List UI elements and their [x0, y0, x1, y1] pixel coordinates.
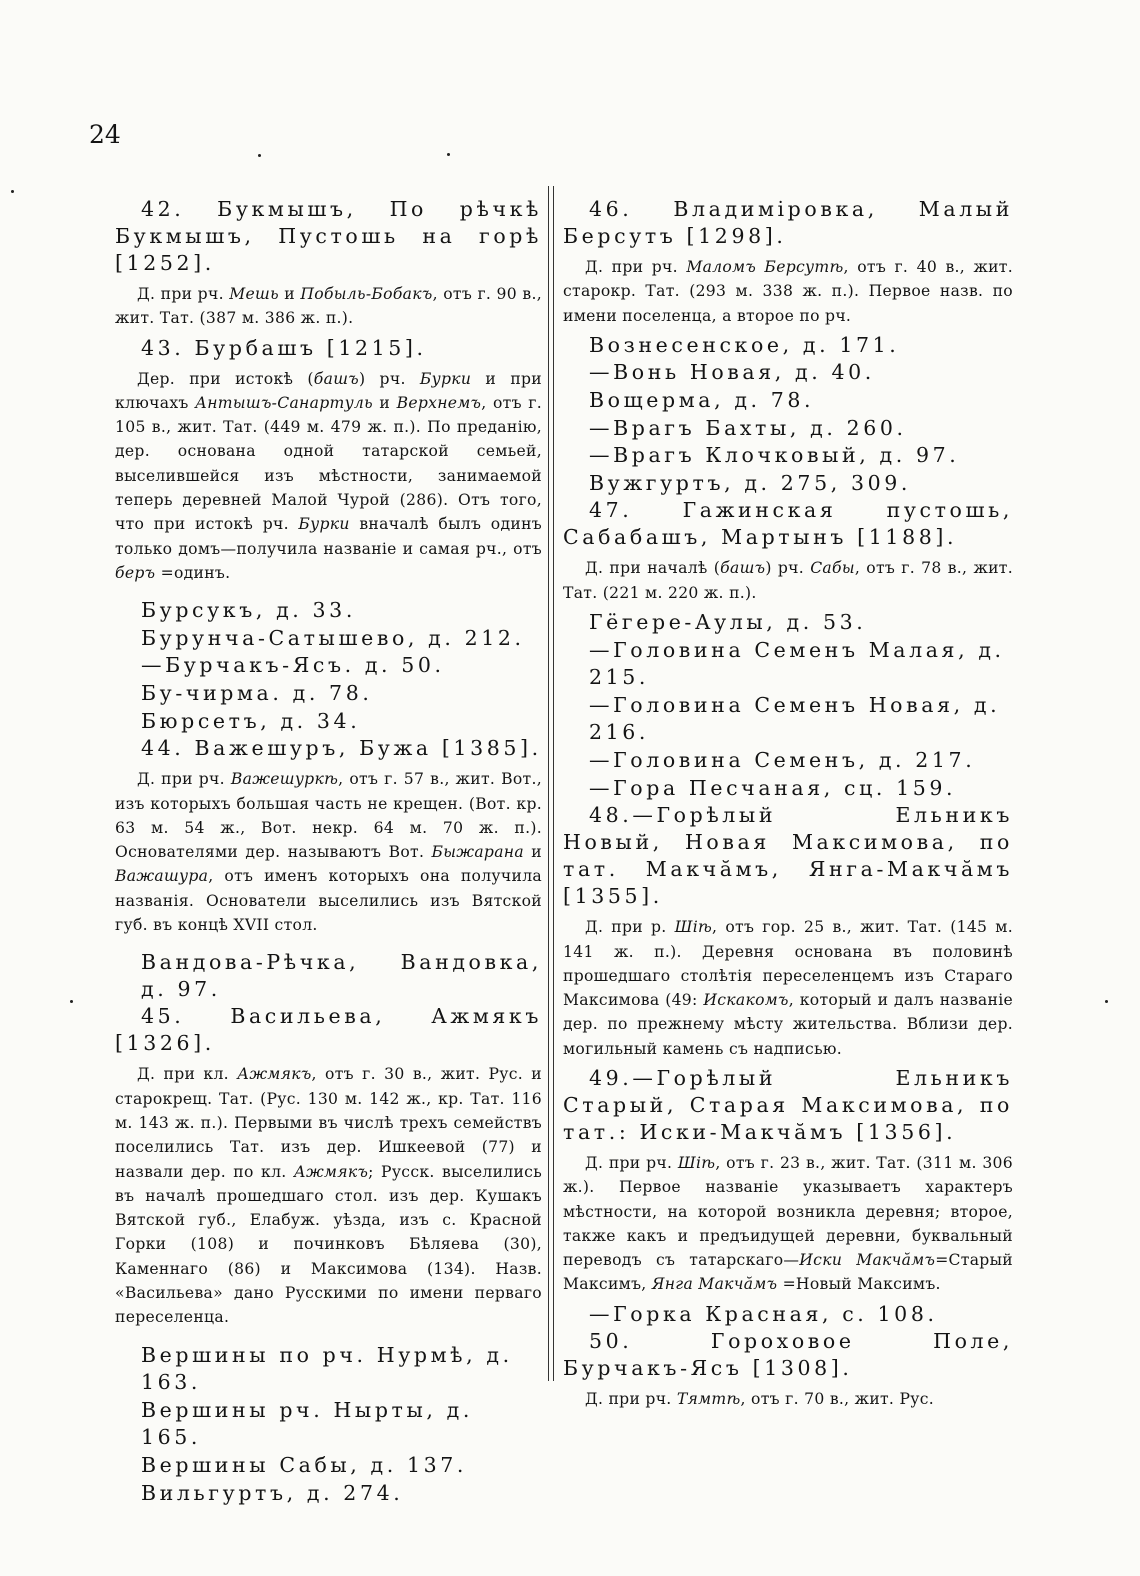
description-text: Д. при рч. [137, 285, 230, 303]
description-text: Д. при рч. [137, 770, 231, 789]
description-text: и [372, 393, 397, 412]
entry-description [115, 767, 542, 937]
cross-reference: Вершины Сабы, д. 137. [141, 1452, 468, 1477]
cross-reference: Вершины по рч. Нурмѣ, д. 163. [141, 1342, 513, 1395]
scan-speck [11, 190, 14, 193]
scan-speck [70, 1000, 73, 1003]
italic-place-name: Быжарана [431, 843, 524, 862]
spacer [115, 1334, 542, 1342]
entry-heading: 45. Васильева, Ажмякъ [1326]. [115, 1004, 542, 1056]
description-text: Д. при рч. [585, 258, 687, 276]
entry-heading: 42. Букмышъ, По рѣчкѣ Букмышъ, Пустошь на горѣ [1252]. [115, 197, 542, 275]
description-text: Д. при кл. [137, 1065, 238, 1084]
entry-description [115, 367, 542, 586]
cross-reference: Бурунча-Сатышево, д. 212. [141, 625, 525, 650]
description-text: , отъ г. 90 в., жит. Тат. (387 м. 386 ж. п.). [115, 285, 542, 328]
italic-place-name: Янга Макчӑмъ [651, 1275, 778, 1294]
italic-place-name: Бурки [298, 515, 350, 534]
description-text: и [278, 285, 301, 303]
column-rule [553, 186, 554, 1381]
description-text: и [523, 843, 542, 862]
description-text: Д. при р. [585, 918, 675, 937]
italic-place-name: Ажмякъ [237, 1065, 312, 1084]
description-text: , отъ г. 30 в., жит. Рус. и старокрещ. Тат. (Рус. 130 м. 142 ж., кр. Тат. 116 м. 143 ж. п.). Первыми въ числѣ трехъ семействъ поселились Тат. изъ дер. Ишкеевой (77) и назвали дер. по кл. [115, 1065, 542, 1181]
italic-place-name: Мешь [229, 285, 279, 303]
italic-place-name: Важешуркѣ [230, 770, 339, 789]
cross-reference: —Врагъ Клочковый, д. 97. [589, 443, 960, 468]
left-column [115, 196, 542, 1507]
italic-place-name: Антышъ-Санартуль [195, 393, 373, 412]
description-text: =Новый Максимъ. [777, 1275, 941, 1294]
description-text: , отъ именъ которыхъ она получила названія. Основатели выселились изъ Вятской губ. въ концѣ XVII стол. [115, 867, 542, 935]
cross-reference: Вужгуртъ, д. 275, 309. [589, 470, 911, 495]
description-text: , который и далъ названіе дер. по прежнему мѣсту жительства. Вблизи дер. могильный камень съ надписью. [563, 991, 1014, 1058]
italic-place-name: Шіѣ [674, 918, 713, 937]
description-text: ) рч. [765, 559, 811, 578]
scan-speck [1105, 1000, 1108, 1003]
page-number: 24 [89, 120, 121, 149]
italic-place-name: башъ [313, 369, 359, 388]
entry-heading: 48.—Горѣлый Ельникъ Новый, Новая Максимова, по тат. Макчӑмъ, Янга-Макчӑмъ [1355]. [563, 803, 1013, 909]
cross-reference: —Горка Красная, с. 108. [589, 1301, 938, 1326]
description-text: =Старый Максимъ, [563, 1251, 1013, 1294]
cross-reference: Вильгуртъ, д. 274. [141, 1480, 404, 1505]
cross-reference: —Бурчакъ-Ясъ. д. 50. [141, 653, 445, 678]
column-rule [548, 186, 549, 1381]
entry-description [115, 1062, 542, 1329]
entry-description [563, 1151, 1013, 1297]
entry-heading: 50. Гороховое Поле, Бурчакъ-Ясъ [1308]. [563, 1329, 1013, 1381]
entry-heading: 49.—Горѣлый Ельникъ Старый, Старая Максимова, по тат.: Иски-Макчӑмъ [1356]. [563, 1065, 1013, 1144]
description-text: вначалѣ былъ одинъ только домъ—получила названіе и самая рч., отъ [115, 515, 542, 558]
cross-reference: —Головина Семенъ Новая, д. 216. [589, 692, 1001, 745]
entry-heading: 47. Гажинская пустошь, Сабабашъ, Мартынъ [1188]. [563, 498, 1013, 550]
description-text: , отъ гор. 25 в., жит. Тат. (145 м. 141 ж. п.). Деревня основана въ половинѣ прошедшаго столѣтія переселенцемъ изъ Стараго Максимова (49: [563, 918, 1013, 1010]
italic-place-name: Верхнемъ [396, 393, 482, 412]
description-text: , отъ г. 78 в., жит. Тат. (221 м. 220 ж. п.). [563, 559, 1013, 602]
description-text: , отъ г. 105 в., жит. Тат. (449 м. 479 ж. п.). По преданію, дер. основана одной татарской семьей, выселившейся изъ мѣстности, занимаемой теперь деревней Малой Чурой (286). Отъ того, что при истокѣ рч. [115, 393, 542, 534]
italic-place-name: Иски Макчӑмъ [799, 1251, 936, 1270]
description-text: =одинъ. [155, 563, 231, 582]
italic-place-name: Шіѣ [677, 1153, 716, 1172]
description-text: Д. при началѣ ( [585, 559, 721, 578]
italic-place-name: Бурки [419, 369, 472, 388]
entry-description [563, 255, 1013, 328]
cross-reference: —Врагъ Бахты, д. 260. [589, 415, 907, 440]
description-text: ; Русск. выселились въ началѣ прошедшаго стол. изъ дер. Кушакъ Вятской губ., Елабуж. уѣзда, изъ с. Красной Горки (108) и починковъ Бѣляева (30), Каменнаго (86) и Максимова (134). Назв. «Васильева» дано Русскими по имени перваго переселенца. [115, 1162, 542, 1327]
cross-reference: Бюрсетъ, д. 34. [141, 708, 361, 733]
entry-heading: 43. Бурбашъ [1215]. [141, 335, 427, 360]
description-text: ) рч. [358, 369, 420, 388]
italic-place-name: беръ [115, 563, 156, 582]
entry-description [563, 1387, 1013, 1411]
italic-place-name: башъ [720, 559, 766, 578]
scan-speck [447, 153, 450, 156]
description-text: Дер. при истокѣ ( [137, 369, 314, 388]
cross-reference: —Вонь Новая, д. 40. [589, 360, 875, 385]
description-text: Д. при рч. [585, 1390, 677, 1409]
italic-place-name: Искакомъ [703, 991, 789, 1010]
description-text: , отъ г. 40 в., жит. старокр. Тат. (293 м. 338 ж. п.). Первое назв. по имени поселенца, а второе по рч. [563, 258, 1013, 325]
entry-description [563, 556, 1013, 605]
right-column [563, 196, 1013, 1416]
description-text: и при ключахъ [115, 369, 542, 412]
entry-heading: 44. Важешуръ, Бужа [1385]. [141, 736, 542, 761]
cross-reference: —Головина Семенъ, д. 217. [589, 748, 976, 773]
italic-place-name: Побыль-Бобакъ [300, 285, 433, 303]
italic-place-name: Маломъ Берсутѣ [686, 258, 844, 276]
cross-reference: Гёгере-Аулы, д. 53. [589, 610, 867, 635]
description-text: Д. при рч. [585, 1153, 678, 1172]
cross-reference: Бу-чирма. д. 78. [141, 681, 373, 706]
cross-reference: —Гора Песчаная, сц. 159. [589, 775, 957, 800]
entry-description [563, 915, 1013, 1061]
scan-speck [258, 154, 261, 157]
cross-reference: Вощерма, д. 78. [589, 388, 815, 413]
spacer [115, 589, 542, 597]
cross-reference: —Головина Семенъ Малая, д. 215. [589, 637, 1005, 690]
description-text: , отъ г. 23 в., жит. Тат. (311 м. 306 ж.). Первое названіе указываетъ характеръ мѣстности, на которой возникла деревня; второе, также какъ и предъидущей деревни, буквальный переводъ съ татарскаго— [563, 1153, 1013, 1270]
italic-place-name: Сабы [810, 559, 855, 578]
italic-place-name: Ажмякъ [293, 1162, 369, 1181]
cross-reference: Вершины рч. Нырты, д. 165. [141, 1397, 473, 1450]
entry-description [115, 282, 542, 331]
cross-reference: Вознесенское, д. 171. [589, 332, 900, 357]
cross-reference: Бурсукъ, д. 33. [141, 598, 356, 623]
spacer [115, 941, 542, 949]
entry-heading: Вандова-Рѣчка, Вандовка, д. 97. [141, 950, 542, 1002]
entry-heading: 46. Владиміровка, Малый Берсутъ [1298]. [563, 197, 1013, 248]
italic-place-name: Тямтѣ [676, 1390, 741, 1409]
description-text: , отъ г. 57 в., жит. Вот., изъ которыхъ большая часть не крещен. (Вот. кр. 63 м. 54 ж., Вот. некр. 64 м. 70 ж. п.). Основателями дер. называютъ Вот. [115, 770, 542, 862]
description-text: , отъ г. 70 в., жит. Рус. [740, 1390, 935, 1409]
italic-place-name: Важашура [115, 867, 209, 886]
